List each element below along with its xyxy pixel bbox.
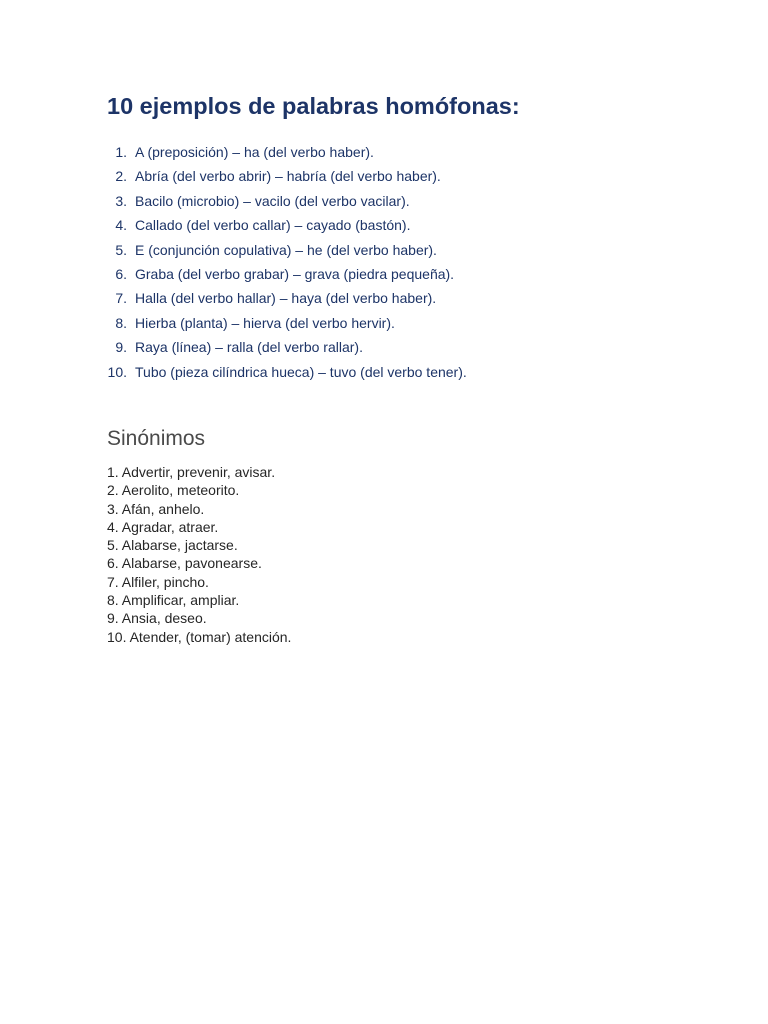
- list-item-text: Bacilo (microbio) – vacilo (del verbo vacilar).: [135, 192, 410, 209]
- list-item: [107, 311, 467, 335]
- list-item: 9. Ansia, deseo.: [107, 610, 207, 627]
- list-item: [107, 213, 467, 237]
- list-item: [107, 335, 467, 359]
- list-item-text: Graba (del verbo grabar) – grava (piedra pequeña).: [135, 265, 455, 282]
- list-item: [107, 286, 467, 310]
- list-item: [107, 360, 467, 384]
- list-item: [107, 262, 467, 286]
- list-item: 7. Alfiler, pincho.: [107, 573, 209, 590]
- list-item-text: Abría (del verbo abrir) – habría (del verbo haber).: [135, 168, 441, 185]
- list-item: 5. Alabarse, jactarse.: [107, 537, 238, 554]
- list-item-number: 10.: [107, 363, 127, 380]
- list-item-text: Halla (del verbo hallar) – haya (del verbo haber).: [135, 290, 437, 307]
- list-item-text: Callado (del verbo callar) – cayado (bastón).: [135, 217, 411, 234]
- homophones-list: [107, 140, 467, 384]
- list-item: [107, 164, 467, 188]
- list-item-number: 3.: [115, 192, 127, 209]
- list-item: 6. Alabarse, pavonearse.: [107, 555, 262, 572]
- list-item: 10. Atender, (tomar) atención.: [107, 628, 292, 645]
- list-item-number: 9.: [115, 339, 127, 356]
- list-item-text: E (conjunción copulativa) – he (del verbo haber).: [135, 241, 437, 258]
- list-item: 3. Afán, anhelo.: [107, 500, 205, 517]
- list-item-text: Hierba (planta) – hierva (del verbo hervir).: [135, 314, 395, 331]
- list-item-number: 2.: [115, 168, 127, 185]
- list-item-number: 7.: [115, 290, 127, 307]
- list-item: [107, 189, 467, 213]
- list-item-text: A (preposición) – ha (del verbo haber).: [135, 144, 374, 160]
- list-item: [107, 238, 467, 262]
- list-item-number: 1.: [115, 144, 127, 160]
- list-item-number: 5.: [115, 241, 127, 258]
- list-item: [107, 140, 467, 164]
- list-item: 8. Amplificar, ampliar.: [107, 592, 240, 609]
- list-item: 4. Agradar, atraer.: [107, 518, 219, 535]
- list-item: 2. Aerolito, meteorito.: [107, 482, 240, 499]
- list-item-text: Tubo (pieza cilíndrica hueca) – tuvo (del verbo tener).: [135, 363, 467, 380]
- list-item: 1. Advertir, prevenir, avisar.: [107, 464, 276, 480]
- list-item-number: 4.: [115, 217, 127, 234]
- list-item-text: Raya (línea) – ralla (del verbo rallar).: [135, 339, 363, 356]
- section-heading-sinonimos: Sinónimos: [107, 427, 206, 450]
- list-item-number: 6.: [115, 265, 127, 282]
- page-title: 10 ejemplos de palabras homófonas:: [107, 93, 520, 119]
- synonyms-list: [107, 463, 291, 646]
- list-item-number: 8.: [115, 314, 127, 331]
